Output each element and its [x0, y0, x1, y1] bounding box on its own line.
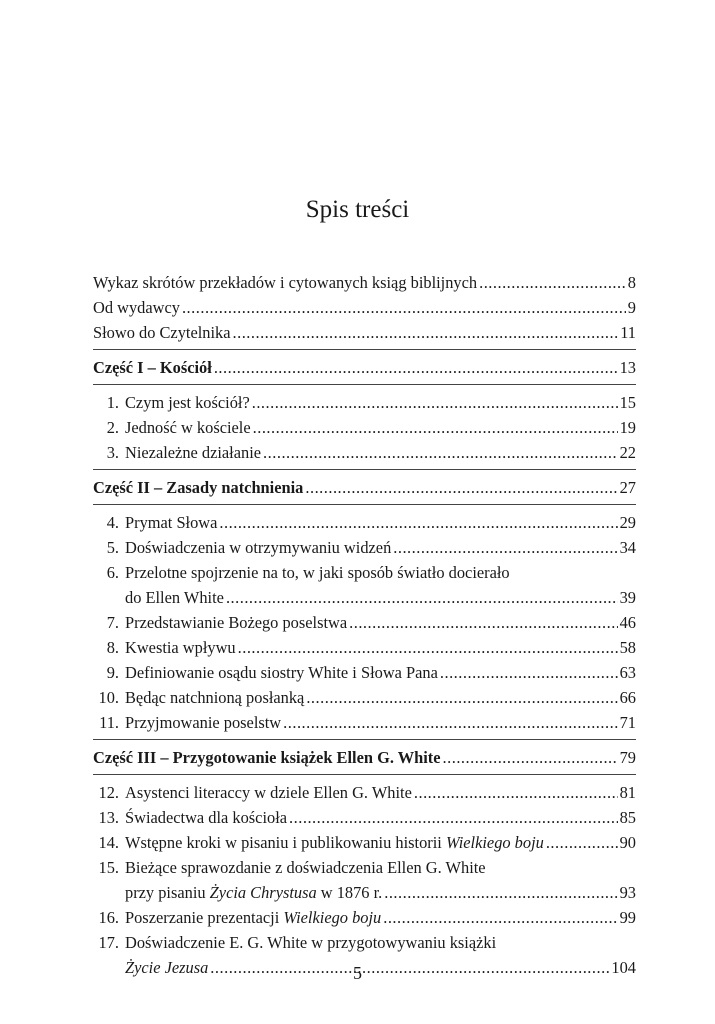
toc-page-number: 81: [619, 783, 636, 802]
chapter-title-italic: Wielkiego boju: [445, 833, 544, 852]
toc-chapter-7[interactable]: [93, 610, 636, 635]
chapter-number: 5.: [106, 538, 119, 557]
dot-leader: [305, 475, 617, 500]
chapter-title: Prymat Słowa: [125, 513, 218, 532]
dot-leader: [252, 390, 618, 415]
toc-page-number: 85: [619, 808, 636, 827]
chapter-title: Niezależne działanie: [125, 443, 262, 462]
dot-leader: [253, 415, 618, 440]
toc-page-number: 104: [611, 958, 636, 977]
toc-chapter-6-line1[interactable]: [93, 560, 636, 585]
chapter-title-italic: Wielkiego boju: [283, 908, 382, 927]
divider: [93, 349, 636, 350]
divider: [93, 774, 636, 775]
toc-entry-abbreviations[interactable]: [93, 270, 636, 295]
toc-part-3[interactable]: [93, 745, 636, 770]
toc-chapter-2[interactable]: [93, 415, 636, 440]
toc-page-number: 93: [619, 883, 636, 902]
chapter-number: 6.: [106, 563, 119, 582]
toc-page-number: 8: [627, 273, 636, 292]
toc-page-number: 13: [619, 358, 636, 377]
chapter-title: Kwestia wpływu: [125, 638, 236, 657]
chapter-number: 15.: [98, 858, 119, 877]
toc-chapter-12[interactable]: [93, 780, 636, 805]
page-title: Spis treści: [305, 196, 410, 223]
chapter-title: [125, 830, 544, 855]
toc-page-number: 58: [619, 638, 636, 657]
dot-leader: [219, 510, 617, 535]
chapter-title-continued: [125, 880, 382, 905]
chapter-title-italic: Życie Jezusa: [125, 958, 209, 977]
toc-part-title: Część III – Przygotowanie książek Ellen G. White: [93, 748, 441, 767]
dot-leader: [233, 320, 619, 345]
toc-page-number: 11: [620, 323, 636, 342]
toc-page-number: 15: [619, 393, 636, 412]
toc-chapter-10[interactable]: [93, 685, 636, 710]
chapter-number: 17.: [98, 933, 119, 952]
dot-leader: [393, 535, 617, 560]
toc-page-number: 71: [619, 713, 636, 732]
dot-leader: [238, 635, 618, 660]
chapter-title: Bieżące sprawozdanie z doświadczenia Ellen G. White: [125, 858, 486, 877]
chapter-title: Przedstawianie Bożego poselstwa: [125, 613, 348, 632]
toc-page-number: 63: [619, 663, 636, 682]
toc-chapter-11[interactable]: [93, 710, 636, 735]
chapter-number: 12.: [98, 783, 119, 802]
toc-page-number: 34: [619, 538, 636, 557]
toc-page-number: 29: [619, 513, 636, 532]
toc-page-number: 90: [619, 833, 636, 852]
dot-leader: [546, 830, 618, 855]
chapter-title-plain: w 1876 r.: [316, 883, 383, 902]
toc-entry-publisher-note[interactable]: [93, 295, 636, 320]
dot-leader: [443, 745, 618, 770]
dot-leader: [349, 610, 617, 635]
toc-page-number: 19: [619, 418, 636, 437]
chapter-title-plain: Poszerzanie prezentacji: [125, 908, 284, 927]
toc-chapter-17-line1[interactable]: [93, 930, 636, 955]
dot-leader: [440, 660, 618, 685]
chapter-number: 11.: [99, 713, 119, 732]
divider: [93, 739, 636, 740]
toc-entry-text: Słowo do Czytelnika: [93, 323, 231, 342]
chapter-number: 3.: [106, 443, 119, 462]
dot-leader: [182, 295, 626, 320]
toc-page-number: 66: [619, 688, 636, 707]
chapter-number: 9.: [106, 663, 119, 682]
divider: [93, 469, 636, 470]
dot-leader: [414, 780, 618, 805]
toc-page-number: 39: [619, 588, 636, 607]
chapter-title: Doświadczenia w otrzymywaniu widzeń: [125, 538, 392, 557]
toc-entry-reader-note[interactable]: [93, 320, 636, 345]
toc-chapter-1[interactable]: [93, 390, 636, 415]
chapter-number: 7.: [106, 613, 119, 632]
dot-leader: [283, 710, 617, 735]
toc-chapter-16[interactable]: [93, 905, 636, 930]
toc-chapter-4[interactable]: [93, 510, 636, 535]
toc-chapter-15-line1[interactable]: [93, 855, 636, 880]
chapter-title-italic: Życia Chrystusa: [209, 883, 317, 902]
toc-page-number: 79: [619, 748, 636, 767]
dot-leader: [383, 905, 617, 930]
toc-chapter-5[interactable]: [93, 535, 636, 560]
chapter-title-plain: Wstępne kroki w pisaniu i publikowaniu historii: [125, 833, 446, 852]
toc-part-title: Część II – Zasady natchnienia: [93, 478, 304, 497]
chapter-title: Doświadczenie E. G. White w przygotowywaniu książki: [125, 933, 497, 952]
toc-chapter-9[interactable]: [93, 660, 636, 685]
dot-leader: [384, 880, 617, 905]
toc-chapter-14[interactable]: [93, 830, 636, 855]
chapter-number: 14.: [98, 833, 119, 852]
dot-leader: [289, 805, 618, 830]
toc-chapter-15-line2[interactable]: [93, 880, 636, 905]
chapter-title: Czym jest kościół?: [125, 393, 250, 412]
toc-entry-text: Od wydawcy: [93, 298, 180, 317]
chapter-title: Definiowanie osądu siostry White i Słowa Pana: [125, 663, 438, 682]
chapter-number: 2.: [106, 418, 119, 437]
dot-leader: [306, 685, 617, 710]
toc-page-number: 22: [619, 443, 636, 462]
chapter-number: 13.: [98, 808, 119, 827]
chapter-title: Jedność w kościele: [125, 418, 251, 437]
toc-entry-text: Wykaz skrótów przekładów i cytowanych ksiąg biblijnych: [93, 273, 478, 292]
chapter-title-continued: do Ellen White: [125, 588, 224, 607]
chapter-number: 1.: [106, 393, 119, 412]
toc-chapter-6-line2[interactable]: [93, 585, 636, 610]
toc-part-title: Część I – Kościół: [93, 358, 212, 377]
page-number: 5: [353, 963, 362, 983]
table-of-contents: [93, 270, 636, 980]
dot-leader: [226, 585, 618, 610]
toc-chapter-8[interactable]: [93, 635, 636, 660]
toc-chapter-3[interactable]: [93, 440, 636, 465]
divider: [93, 504, 636, 505]
toc-page-number: 27: [619, 478, 636, 497]
dot-leader: [263, 440, 618, 465]
chapter-number: 4.: [106, 513, 119, 532]
chapter-title: [125, 905, 381, 930]
dot-leader: [479, 270, 626, 295]
toc-part-2[interactable]: [93, 475, 636, 500]
chapter-title: Będąc natchnioną posłanką: [125, 688, 305, 707]
chapter-title-plain: przy pisaniu: [125, 883, 210, 902]
toc-page-number: 46: [619, 613, 636, 632]
chapter-title: Świadectwa dla kościoła: [125, 808, 288, 827]
toc-page-number: 99: [619, 908, 636, 927]
chapter-title: Asystenci literaccy w dziele Ellen G. White: [125, 783, 412, 802]
toc-part-1[interactable]: [93, 355, 636, 380]
divider: [93, 384, 636, 385]
chapter-number: 16.: [98, 908, 119, 927]
chapter-number: 10.: [98, 688, 119, 707]
chapter-number: 8.: [106, 638, 119, 657]
chapter-title: Przyjmowanie poselstw: [125, 713, 282, 732]
chapter-title: Przelotne spojrzenie na to, w jaki sposób światło docierało: [125, 563, 510, 582]
toc-page-number: 9: [627, 298, 636, 317]
toc-chapter-13[interactable]: [93, 805, 636, 830]
dot-leader: [214, 355, 618, 380]
